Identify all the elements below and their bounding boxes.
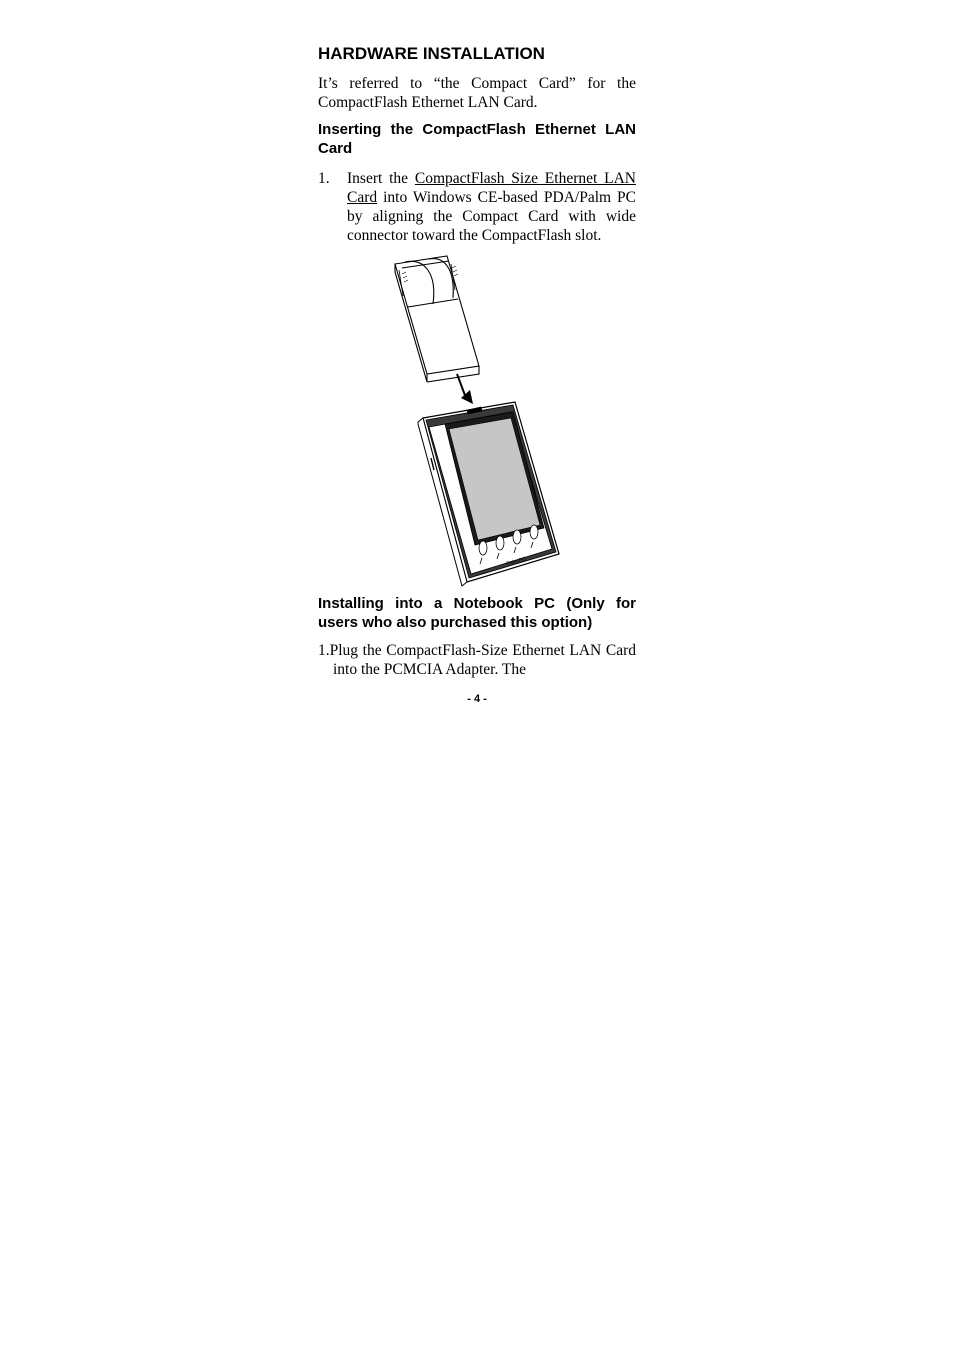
step-1-insert-card (318, 169, 636, 245)
subsection-heading-notebook: Installing into a Notebook PC (Only for users who also purchased this option) (318, 595, 636, 631)
step-number: 1. (318, 170, 330, 187)
intro-paragraph: It’s referred to “the Compact Card” for the CompactFlash Ethernet LAN Card. (318, 75, 636, 111)
step-text-after: into Windows CE-based PDA/Palm PC by aligning the Compact Card with wide connector toward the CompactFlash slot. (347, 189, 636, 244)
pda-device-label: Palm PC (505, 556, 527, 567)
subsection-heading-inserting: Inserting the CompactFlash Ethernet LAN Card (318, 121, 636, 157)
product-name-underlined: CompactFlash Size Ethernet LAN Card (347, 170, 637, 206)
section-title: HARDWARE INSTALLATION (318, 44, 545, 63)
insert-arrow-icon (457, 374, 473, 404)
step-text: Plug the CompactFlash-Size Ethernet LAN Card into the PCMCIA Adapter. The (329, 642, 636, 678)
pda-device-drawing (418, 402, 559, 586)
step-1-plug-card (318, 641, 636, 679)
step-text-before: Insert the (347, 170, 415, 187)
step-number: 1. (318, 642, 330, 659)
insertion-illustration (385, 252, 570, 587)
page-number: - 4 - (467, 693, 487, 705)
compactflash-card-drawing (395, 256, 479, 382)
